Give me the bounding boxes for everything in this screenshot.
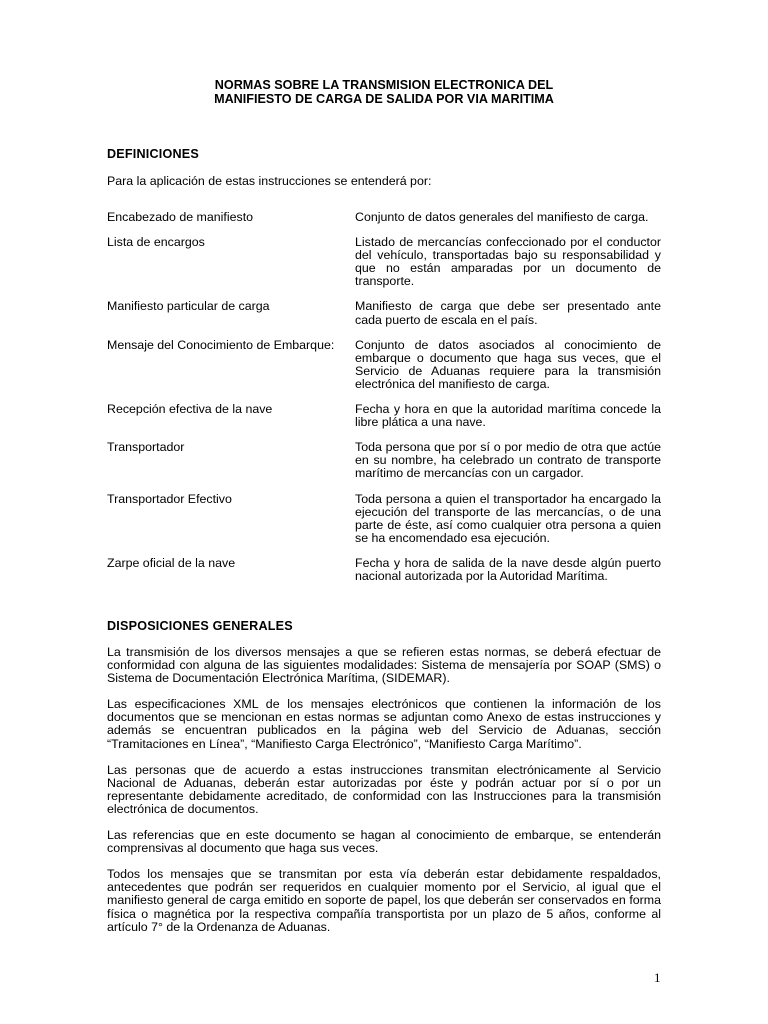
definition-term: Mensaje del Conocimiento de Embarque: (107, 337, 335, 352)
general-provisions-body (107, 646, 661, 947)
definition-term: Manifiesto particular de carga (107, 299, 270, 314)
definition-row (107, 557, 661, 583)
definition-row (107, 441, 661, 480)
paragraph: Las personas que de acuerdo a estas instrucciones transmitan electrónicamente al Servicio Nacional de Aduanas, deberán estar autorizadas por éste y podrán actuar por sí o por un representante debidamente acreditado, de conformidad con las Instrucciones para la transmisión electrónica de documentos. (107, 762, 661, 816)
definition-term: Encabezado de manifiesto (107, 210, 254, 224)
paragraph: La transmisión de los diversos mensajes a que se refieren estas normas, se deberá efectuar de conformidad con alguna de las siguientes modalidades: Sistema de mensajería por SOAP (SMS) o Sistema de Documentación Electrónica Marítima, (SIDEMAR). (107, 645, 661, 686)
definition-term: Zarpe oficial de la nave (107, 555, 236, 570)
definitions-heading: DEFINICIONES (107, 147, 199, 161)
definition-text: Conjunto de datos generales del manifiesto de carga. (355, 210, 649, 224)
definition-text: Toda persona a quien el transportador ha encargado la ejecución del transporte de las mercancías, o de una parte de éste, así como cualquier otra persona a quien se ha encomendado esa ejecución. (355, 491, 661, 545)
paragraph: Todos los mensajes que se transmitan por esta vía deberán estar debidamente respaldados, antecedentes que podrán ser requeridos en cualquier momento por el Servicio, al igual que el manifiesto general de carga emitido en soporte de papel, los que deberán ser conservados en forma física o magnética por la respectiva compañía transportista por un plazo de 5 años, conforme al artículo 7° de la Ordenanza de Aduanas. (107, 867, 661, 934)
definition-term: Transportador (107, 440, 185, 455)
definition-text: Conjunto de datos asociados al conocimiento de embarque o documento que haga sus veces, que el Servicio de Aduanas requiere para la transmisión electrónica del manifiesto de carga. (355, 337, 661, 391)
definition-row (107, 236, 661, 288)
definition-row (107, 300, 661, 326)
definition-text: Listado de mercancías confeccionado por el conductor del vehículo, transportadas bajo su responsabilidad y que no están amparadas por un documento de transporte. (355, 235, 661, 289)
general-provisions-heading: DISPOSICIONES GENERALES (107, 619, 293, 633)
title-line-1: NORMAS SOBRE LA TRANSMISION ELECTRONICA DEL (214, 78, 554, 92)
definition-term: Recepción efectiva de la nave (107, 402, 273, 417)
definition-row (107, 493, 661, 545)
definitions-intro: Para la aplicación de estas instrucciones se entenderá por: (107, 174, 432, 188)
definition-text: Toda persona que por sí o por medio de otra que actúe en su nombre, ha celebrado un contrato de transporte marítimo de mercancías con un cargador. (355, 440, 661, 481)
definition-row (107, 403, 661, 429)
paragraph: Las especificaciones XML de los mensajes electrónicos que contienen la información de los documentos que se mencionan en estas normas se adjuntan como Anexo de estas instrucciones y además se encuentran publicados en la página web del Servicio de Aduanas, sección “Tramitaciones en Línea”, “Manifiesto Carga Electrónico”, “Manifiesto Carga Marítimo”. (107, 697, 661, 751)
definitions-table (107, 211, 661, 595)
paragraph: Las referencias que en este documento se hagan al conocimiento de embarque, se entenderán comprensivas al documento que haga sus veces. (107, 828, 661, 856)
definition-term: Transportador Efectivo (107, 491, 232, 506)
definition-text: Fecha y hora en que la autoridad marítima concede la libre plática a una nave. (355, 402, 661, 430)
page-number: 1 (654, 970, 661, 985)
document-title (0, 78, 768, 106)
definition-text: Fecha y hora de salida de la nave desde algún puerto nacional autorizada por la Autoridad Marítima. (355, 555, 661, 583)
definition-row (107, 339, 661, 391)
title-line-2: MANIFIESTO DE CARGA DE SALIDA POR VIA MARITIMA (214, 92, 554, 106)
definition-text: Manifiesto de carga que debe ser presentado ante cada puerto de escala en el país. (355, 299, 661, 327)
definition-row (107, 211, 661, 224)
definition-term: Lista de encargos (107, 235, 205, 250)
